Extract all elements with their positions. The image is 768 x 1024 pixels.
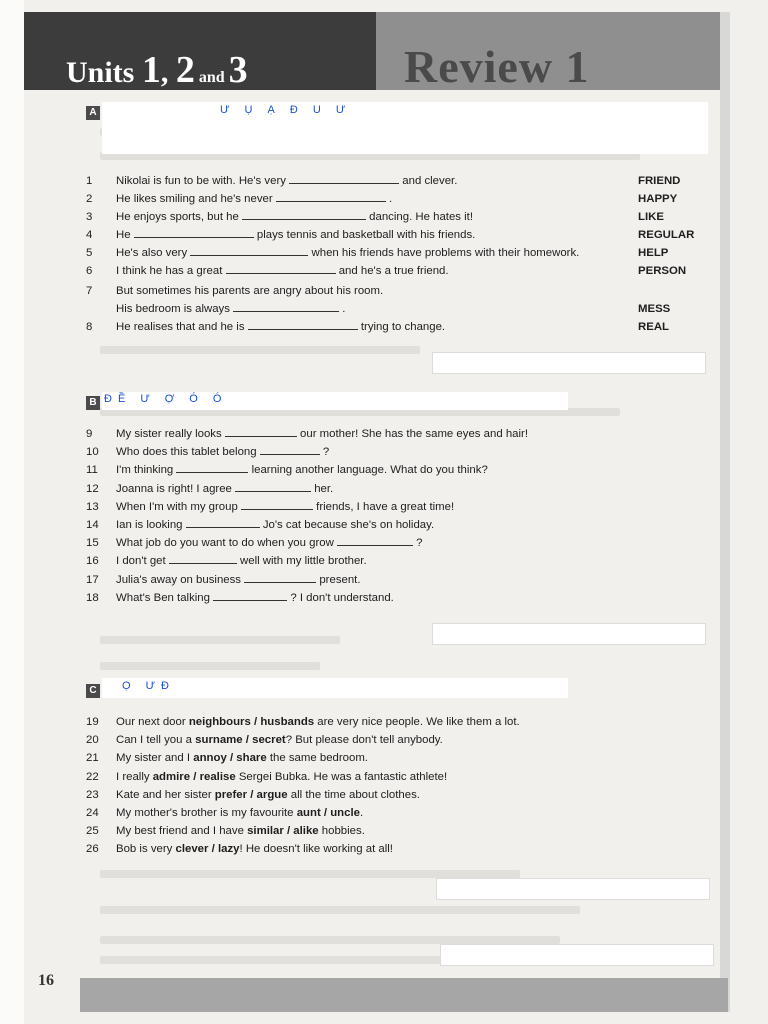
bleed-through — [100, 636, 340, 644]
answer-blank[interactable] — [260, 454, 320, 455]
question-text-after: . — [385, 193, 393, 205]
question-text — [116, 592, 394, 604]
answer-blank[interactable] — [213, 600, 287, 601]
units-label: Units — [66, 56, 142, 89]
page-number: 16 — [38, 972, 54, 989]
question-text-after: and clever. — [399, 175, 458, 187]
section-a-title: Ư Ụ Ạ Đ U Ư — [102, 102, 708, 154]
question-number: 1 — [86, 175, 93, 187]
question-text-before: What job do you want to do when you grow — [116, 537, 337, 550]
question-text-before: He's also very — [116, 247, 191, 259]
question-text — [116, 752, 368, 764]
question-text-before: I'm thinking — [116, 464, 177, 477]
answer-blank[interactable] — [242, 219, 366, 220]
question-text-before: When I'm with my group — [116, 500, 241, 513]
question-text — [116, 843, 393, 855]
question-text — [116, 555, 367, 567]
word-choice[interactable]: neighbours / husbands — [188, 716, 315, 728]
question-text-before: What's Ben talking — [116, 591, 214, 604]
question-text-before: I think he has a great — [116, 265, 226, 277]
section-b-letter: B — [86, 396, 100, 410]
question-text-after: trying to change. — [357, 321, 446, 333]
word-prompt: FRIEND — [638, 175, 681, 187]
answer-blank[interactable] — [233, 311, 339, 312]
answer-blank[interactable] — [226, 273, 336, 274]
word-choice[interactable]: annoy / share — [193, 752, 267, 765]
question-text — [116, 285, 383, 297]
question-number: 9 — [86, 428, 93, 440]
question-number: 5 — [86, 247, 93, 259]
question-text-after: ? — [319, 446, 330, 459]
question-text — [116, 483, 333, 495]
question-text-before: Bob is very — [116, 843, 176, 856]
question-text-after: all the time about clothes. — [287, 788, 420, 801]
word-choice[interactable]: clever / lazy — [175, 843, 240, 856]
question-text-before: He — [116, 229, 134, 241]
question-text — [116, 537, 422, 549]
question-number: 13 — [86, 500, 99, 513]
answer-blank[interactable] — [248, 329, 358, 330]
units-title — [66, 48, 248, 92]
question-number: 16 — [86, 555, 99, 568]
section-b-title: ĐỀ Ư Ợ Ó Ó — [102, 392, 568, 410]
question-text-before: Nikolai is fun to be with. He's very — [116, 175, 290, 187]
question-text — [116, 771, 447, 783]
and-label: and — [194, 69, 229, 86]
question-number: 17 — [86, 573, 99, 586]
word-choice[interactable]: admire / realise — [152, 770, 236, 783]
answer-blank[interactable] — [276, 201, 386, 202]
section-b-answer-box[interactable] — [432, 623, 706, 645]
question-text-after: plays tennis and basketball with his friends. — [253, 229, 476, 241]
word-choice[interactable]: prefer / argue — [214, 788, 288, 801]
section-c-letter: C — [86, 684, 100, 698]
bleed-through — [100, 870, 520, 878]
question-text-after: well with my little brother. — [236, 555, 367, 568]
question-text-after: her. — [311, 482, 334, 495]
word-choice[interactable]: similar / alike — [247, 825, 319, 838]
answer-blank[interactable] — [241, 509, 313, 510]
answer-blank[interactable] — [186, 527, 260, 528]
question-text-before: Joanna is right! I agree — [116, 482, 236, 495]
section-a-answer-box[interactable] — [432, 352, 706, 374]
question-text-after: ? I don't understand. — [287, 591, 394, 604]
footer-bar — [80, 978, 728, 1012]
question-text-before: My sister really looks — [116, 428, 225, 440]
bleed-through — [100, 956, 460, 964]
question-text-before: Our next door — [116, 716, 189, 728]
question-text — [116, 464, 488, 476]
question-text-before: His bedroom is always — [116, 303, 234, 315]
question-text — [116, 716, 520, 728]
word-prompt: HELP — [638, 247, 669, 259]
question-text — [116, 501, 454, 513]
answer-blank[interactable] — [134, 237, 254, 238]
question-text — [116, 519, 434, 531]
answer-blank[interactable] — [190, 255, 308, 256]
question-text — [116, 265, 449, 277]
question-text — [116, 428, 528, 440]
question-text-after: learning another language. What do you think? — [248, 464, 488, 477]
question-number: 22 — [86, 770, 99, 783]
question-number: 19 — [86, 716, 99, 728]
unit-separator: , — [160, 56, 176, 89]
question-text-after: . — [339, 303, 346, 315]
question-text — [116, 211, 473, 223]
answer-blank[interactable] — [244, 582, 316, 583]
word-prompt: MESS — [638, 303, 671, 315]
question-number: 20 — [86, 734, 99, 747]
question-number: 14 — [86, 519, 99, 531]
word-prompt: REGULAR — [638, 229, 695, 241]
answer-blank[interactable] — [289, 183, 399, 184]
answer-blank[interactable] — [337, 545, 413, 546]
question-number: 2 — [86, 193, 93, 205]
section-c-title: Ọ ƯĐ — [102, 678, 568, 698]
question-text-after: Jo's cat because she's on holiday. — [259, 519, 435, 531]
question-text — [116, 303, 345, 315]
question-text — [116, 229, 475, 241]
question-text — [116, 825, 365, 837]
question-text-before: But sometimes his parents are angry about his room. — [116, 285, 384, 297]
question-number: 26 — [86, 843, 99, 856]
question-text-after: present. — [316, 573, 361, 586]
question-number: 4 — [86, 229, 93, 241]
question-text — [116, 446, 329, 458]
question-number: 25 — [86, 825, 99, 838]
question-number: 11 — [86, 464, 98, 477]
question-text-before: I really — [116, 770, 153, 783]
word-choice[interactable]: surname / secret — [195, 734, 286, 747]
question-text-before: He likes smiling and he's never — [116, 193, 276, 205]
answer-blank[interactable] — [225, 436, 297, 437]
answer-blank[interactable] — [176, 472, 248, 473]
unit-2: 2 — [175, 49, 195, 91]
question-text-after: ? But please don't tell anybody. — [285, 734, 443, 747]
question-text-after: are very nice people. We like them a lot. — [314, 716, 520, 728]
page-margin — [0, 0, 24, 1024]
question-text-before: Can I tell you a — [116, 734, 196, 747]
question-text — [116, 574, 361, 586]
section-c-answer-box-2[interactable] — [440, 944, 714, 966]
question-number: 24 — [86, 807, 99, 819]
question-text-before: My mother's brother is my favourite — [116, 807, 297, 819]
question-number: 12 — [86, 482, 99, 495]
section-c-answer-box-1[interactable] — [436, 878, 710, 900]
question-text-after: our mother! She has the same eyes and hair! — [296, 428, 528, 440]
word-prompt: PERSON — [638, 265, 687, 277]
question-text — [116, 734, 443, 746]
question-text-before: My sister and I — [116, 752, 194, 765]
word-choice[interactable]: aunt / uncle — [296, 807, 360, 819]
question-number: 3 — [86, 211, 93, 223]
question-text-after: the same bedroom. — [266, 752, 368, 765]
question-text-after: dancing. He hates it! — [366, 211, 474, 223]
word-prompt: LIKE — [638, 211, 664, 223]
question-text-before: He enjoys sports, but he — [116, 211, 242, 223]
question-text-after: ! He doesn't like working at all! — [239, 843, 393, 856]
question-text-before: I don't get — [116, 555, 169, 568]
question-text-before: Julia's away on business — [116, 573, 245, 586]
question-number: 10 — [86, 446, 99, 459]
question-text-after: when his friends have problems with their homework. — [308, 247, 580, 259]
bleed-through — [100, 662, 320, 670]
question-number: 15 — [86, 537, 99, 550]
answer-blank[interactable] — [169, 563, 237, 564]
question-text — [116, 321, 445, 333]
answer-blank[interactable] — [235, 491, 311, 492]
unit-1: 1 — [141, 49, 161, 91]
question-text-before: Kate and her sister — [116, 788, 215, 801]
question-text-after: Sergei Bubka. He was a fantastic athlete! — [235, 770, 448, 783]
question-text — [116, 807, 363, 819]
page-edge-shadow — [720, 12, 730, 1012]
question-text — [116, 789, 420, 801]
question-text-after: and he's a true friend. — [335, 265, 449, 277]
unit-3: 3 — [228, 49, 248, 91]
bleed-through — [100, 906, 580, 914]
bleed-through — [100, 936, 560, 944]
question-number: 18 — [86, 591, 99, 604]
word-prompt: REAL — [638, 321, 670, 333]
question-text-after: hobbies. — [318, 825, 365, 838]
question-text-after: friends, I have a great time! — [312, 500, 455, 513]
question-text-after: ? — [412, 537, 423, 550]
bleed-through — [100, 346, 420, 354]
question-number: 8 — [86, 321, 93, 333]
question-text — [116, 175, 457, 187]
question-number: 7 — [86, 285, 93, 297]
question-text-before: My best friend and I have — [116, 825, 248, 838]
question-text-before: Ian is looking — [116, 519, 186, 531]
review-title: Review 1 — [404, 41, 590, 92]
question-text — [116, 247, 579, 259]
word-prompt: HAPPY — [638, 193, 678, 205]
question-number: 23 — [86, 788, 99, 801]
question-text-before: He realises that and he is — [116, 321, 248, 333]
question-text-after: . — [359, 807, 364, 819]
question-number: 6 — [86, 265, 93, 277]
question-text — [116, 193, 392, 205]
question-text-before: Who does this tablet belong — [116, 446, 260, 459]
section-a-letter: A — [86, 106, 100, 120]
question-number: 21 — [86, 752, 99, 765]
